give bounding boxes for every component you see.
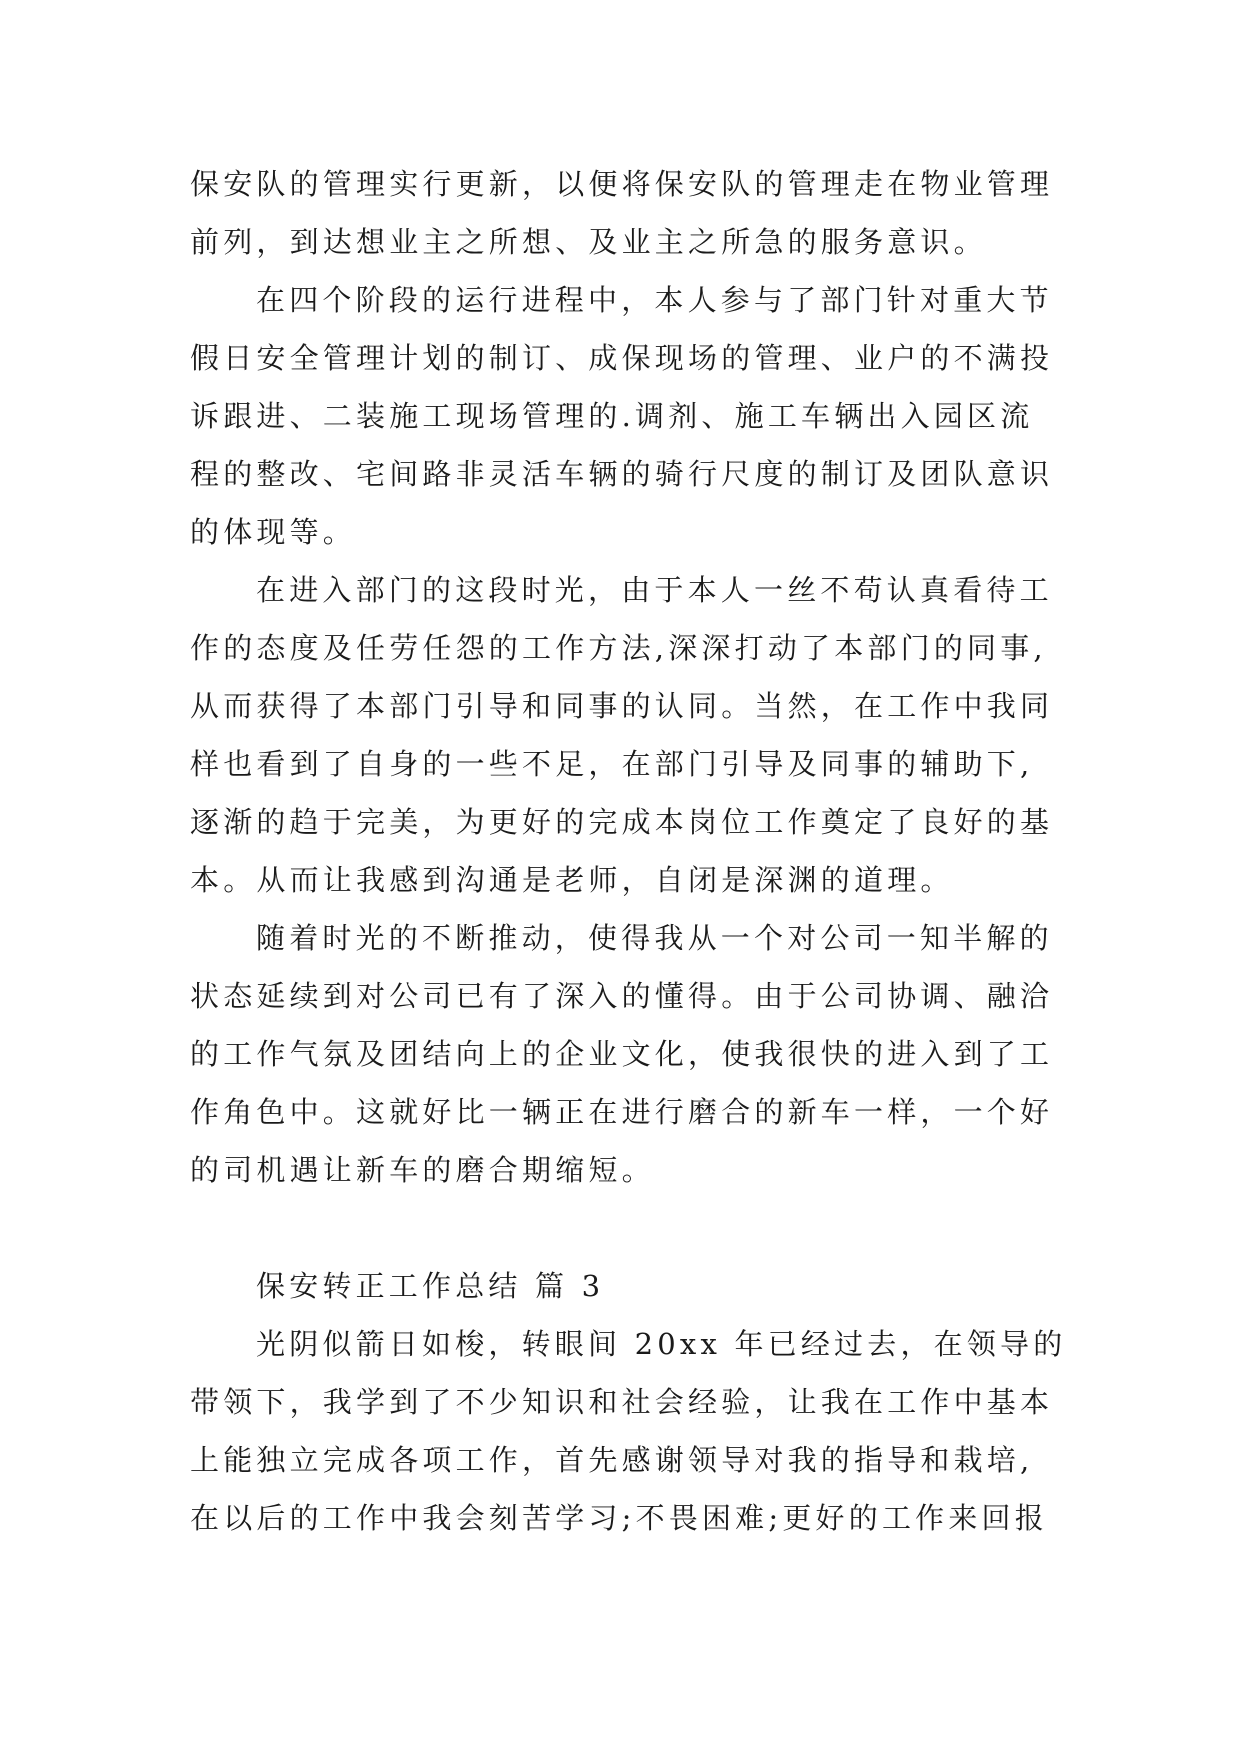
text-line: 上能独立完成各项工作，首先感谢领导对我的指导和栽培, [190,1443,1034,1477]
text-line: 的司机遇让新车的磨合期缩短。 [190,1153,655,1187]
paragraph-3 [190,561,1060,909]
text-line: 随着时光的不断推动，使得我从一个对公司一知半解的 [256,921,1053,955]
text-line: 在进入部门的这段时光，由于本人一丝不苟认真看待工 [256,573,1053,607]
text-line: 的体现等。 [190,515,357,549]
paragraph-4 [190,909,1060,1199]
paragraph-1 [190,155,1060,271]
text-line: 前列，到达想业主之所想、及业主之所急的服务意识。 [190,225,987,259]
text-line: 样也看到了自身的一些不足，在部门引导及同事的辅助下, [190,747,1034,781]
text-line: 逐渐的趋于完美，为更好的完成本岗位工作奠定了良好的基 [190,805,1054,839]
text-line: 光阴似箭日如梭，转眼间 20xx 年已经过去，在领导的 [256,1327,1067,1361]
section-paragraph [190,1315,1067,1547]
text-line: 从而获得了本部门引导和同事的认同。当然，在工作中我同 [190,689,1054,723]
text-line: 状态延续到对公司已有了深入的懂得。由于公司协调、融洽 [190,979,1054,1013]
text-line: 假日安全管理计划的制订、成保现场的管理、业户的不满投 [190,341,1054,375]
section-spacer [190,1199,1060,1257]
text-line: 带领下，我学到了不少知识和社会经验，让我在工作中基本 [190,1385,1054,1419]
text-line: 程的整改、宅间路非灵活车辆的骑行尺度的制订及团队意识 [190,457,1054,491]
text-line: 作的态度及任劳任怨的工作方法,深深打动了本部门的同事, [190,631,1047,665]
text-line: 在四个阶段的运行进程中，本人参与了部门针对重大节 [256,283,1053,317]
paragraph-2 [190,271,1060,561]
document-body [190,155,1067,1547]
text-line: 的工作气氛及团结向上的企业文化，使我很快的进入到了工 [190,1037,1054,1071]
text-line: 保安队的管理实行更新，以便将保安队的管理走在物业管理 [190,167,1054,201]
text-line: 诉跟进、二装施工现场管理的.调剂、施工车辆出入园区流 [190,399,1034,433]
text-line: 在以后的工作中我会刻苦学习;不畏困难;更好的工作来回报 [190,1501,1048,1535]
section-heading: 保安转正工作总结 篇 3 [256,1269,605,1303]
text-line: 本。从而让我感到沟通是老师，自闭是深渊的道理。 [190,863,954,897]
text-line: 作角色中。这就好比一辆正在进行磨合的新车一样，一个好 [190,1095,1054,1129]
